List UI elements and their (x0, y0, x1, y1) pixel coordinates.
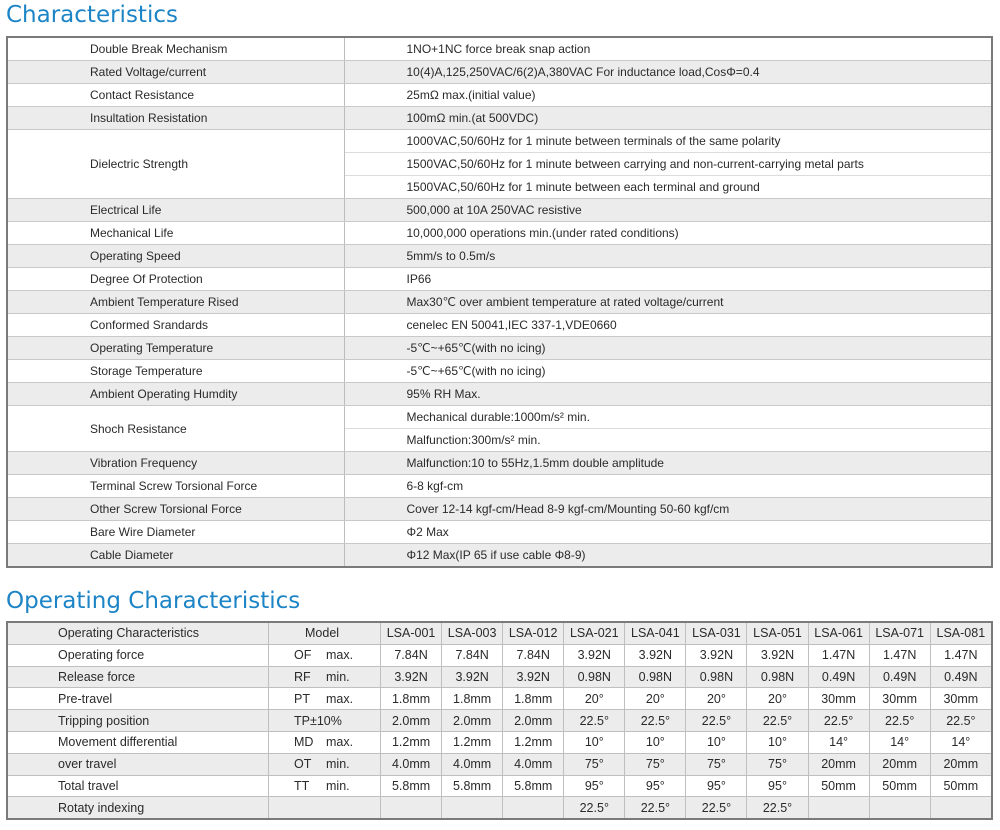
operating-row-label: Operating force (7, 644, 269, 666)
model-header-cell: LSA-012 (503, 622, 564, 644)
operating-value-cell: 20° (625, 688, 686, 710)
characteristic-value: 500,000 at 10A 250VAC resistive (344, 199, 992, 222)
characteristics-row (7, 107, 992, 130)
operating-value-cell: 7.84N (442, 644, 503, 666)
operating-value-cell: 95° (686, 775, 747, 797)
operating-value-cell: 4.0mm (503, 753, 564, 775)
characteristic-value: 5mm/s to 0.5m/s (344, 245, 992, 268)
operating-value-cell: 3.92N (381, 666, 442, 688)
symbol-qualifier: max. (326, 735, 354, 750)
operating-value-cell: 1.2mm (381, 731, 442, 753)
operating-value-cell (808, 797, 869, 819)
operating-value-cell: 50mm (869, 775, 930, 797)
operating-value-cell: 75° (625, 753, 686, 775)
operating-value-cell: 75° (564, 753, 625, 775)
characteristic-label: Conformed Srandards (7, 314, 344, 337)
symbol-code: MD (294, 735, 314, 750)
model-header-cell: LSA-001 (381, 622, 442, 644)
characteristics-row (7, 84, 992, 107)
characteristics-row (7, 245, 992, 268)
operating-value-cell: 10° (564, 731, 625, 753)
operating-value-cell: 0.49N (869, 666, 930, 688)
characteristics-row (7, 383, 992, 406)
symbol-code: OT (294, 757, 312, 772)
characteristic-label: Ambient Operating Humdity (7, 383, 344, 406)
characteristics-row (7, 360, 992, 383)
operating-row-label: Total travel (7, 775, 269, 797)
model-header-cell: LSA-071 (869, 622, 930, 644)
characteristics-row (7, 199, 992, 222)
characteristics-row (7, 222, 992, 245)
characteristic-label: Electrical Life (7, 199, 344, 222)
operating-row-label: over travel (7, 753, 269, 775)
operating-row (7, 797, 992, 819)
operating-value-cell: 22.5° (625, 710, 686, 732)
operating-value-cell: 4.0mm (381, 753, 442, 775)
operating-value-cell: 5.8mm (381, 775, 442, 797)
operating-value-cell: 95° (625, 775, 686, 797)
operating-value-cell: 30mm (869, 688, 930, 710)
characteristics-row (7, 37, 992, 61)
operating-value-cell: 1.8mm (442, 688, 503, 710)
symbol-code: TP±10% (294, 713, 342, 728)
characteristic-value: -5℃~+65℃(with no icing) (344, 360, 992, 383)
operating-value-cell: 22.5° (808, 710, 869, 732)
characteristic-label: Operating Speed (7, 245, 344, 268)
operating-value-cell: 2.0mm (381, 710, 442, 732)
characteristic-label: Terminal Screw Torsional Force (7, 475, 344, 498)
model-header-cell: LSA-061 (808, 622, 869, 644)
operating-row-label: Movement differential (7, 731, 269, 753)
operating-value-cell: 0.98N (564, 666, 625, 688)
operating-value-cell: 1.2mm (503, 731, 564, 753)
operating-value-cell: 3.92N (686, 644, 747, 666)
operating-value-cell: 22.5° (930, 710, 992, 732)
symbol-qualifier: min. (326, 778, 350, 793)
symbol-code: OF (294, 648, 312, 663)
operating-value-cell: 7.84N (381, 644, 442, 666)
operating-value-cell: 22.5° (564, 797, 625, 819)
operating-value-cell: 20° (564, 688, 625, 710)
characteristic-value: Φ2 Max (344, 521, 992, 544)
operating-value-cell: 22.5° (625, 797, 686, 819)
symbol-code: RF (294, 669, 311, 684)
characteristic-value: 1000VAC,50/60Hz for 1 minute between terminals of the same polarity (344, 130, 992, 153)
characteristics-table (6, 36, 993, 568)
operating-value-cell: 22.5° (564, 710, 625, 732)
operating-value-cell: 4.0mm (442, 753, 503, 775)
characteristic-value: Mechanical durable:1000m/s² min. (344, 406, 992, 429)
operating-row-symbol (269, 797, 381, 819)
operating-value-cell: 95° (747, 775, 808, 797)
operating-value-cell: 22.5° (869, 710, 930, 732)
operating-value-cell: 1.8mm (381, 688, 442, 710)
operating-value-cell: 22.5° (747, 710, 808, 732)
characteristic-label: Degree Of Protection (7, 268, 344, 291)
characteristics-row (7, 475, 992, 498)
symbol-qualifier: min. (326, 757, 350, 772)
operating-row (7, 710, 992, 732)
operating-row (7, 731, 992, 753)
characteristic-value: Max30℃ over ambient temperature at rated voltage/current (344, 291, 992, 314)
header-model: Model (269, 622, 381, 644)
operating-value-cell: 75° (686, 753, 747, 775)
operating-value-cell: 0.98N (686, 666, 747, 688)
characteristic-value: cenelec EN 50041,IEC 337-1,VDE0660 (344, 314, 992, 337)
operating-value-cell: 20° (686, 688, 747, 710)
operating-value-cell: 3.92N (564, 644, 625, 666)
operating-value-cell: 1.8mm (503, 688, 564, 710)
operating-value-cell: 14° (808, 731, 869, 753)
operating-value-cell: 1.47N (930, 644, 992, 666)
operating-value-cell: 20° (747, 688, 808, 710)
characteristics-heading: Characteristics (6, 2, 178, 28)
operating-row-symbol (269, 775, 381, 797)
operating-value-cell: 2.0mm (442, 710, 503, 732)
operating-value-cell: 1.2mm (442, 731, 503, 753)
operating-value-cell (442, 797, 503, 819)
operating-value-cell: 0.98N (625, 666, 686, 688)
operating-value-cell: 2.0mm (503, 710, 564, 732)
symbol-code: TT (294, 778, 310, 793)
operating-row-label: Release force (7, 666, 269, 688)
operating-value-cell: 0.98N (747, 666, 808, 688)
characteristic-value: 1500VAC,50/60Hz for 1 minute between each terminal and ground (344, 176, 992, 199)
characteristic-value: Cover 12-14 kgf-cm/Head 8-9 kgf-cm/Mounting 50-60 kgf/cm (344, 498, 992, 521)
symbol-qualifier: max. (326, 691, 354, 706)
characteristic-label: Cable Diameter (7, 544, 344, 568)
characteristic-value: 1500VAC,50/60Hz for 1 minute between carrying and non-current-carrying metal parts (344, 153, 992, 176)
characteristic-label: Bare Wire Diameter (7, 521, 344, 544)
operating-value-cell: 22.5° (747, 797, 808, 819)
characteristic-value: 25mΩ max.(initial value) (344, 84, 992, 107)
symbol-qualifier: min. (326, 669, 350, 684)
operating-value-cell: 50mm (930, 775, 992, 797)
operating-value-cell: 10° (686, 731, 747, 753)
operating-value-cell: 5.8mm (503, 775, 564, 797)
characteristic-value: 95% RH Max. (344, 383, 992, 406)
characteristics-row (7, 314, 992, 337)
symbol-code: PT (294, 691, 310, 706)
model-header-cell: LSA-041 (625, 622, 686, 644)
operating-value-cell (930, 797, 992, 819)
operating-row-symbol (269, 688, 381, 710)
characteristics-row (7, 498, 992, 521)
characteristic-label: Mechanical Life (7, 222, 344, 245)
characteristic-value: 6-8 kgf-cm (344, 475, 992, 498)
characteristic-label: Insultation Resistation (7, 107, 344, 130)
operating-value-cell: 14° (930, 731, 992, 753)
operating-row-symbol (269, 666, 381, 688)
characteristic-label: Contact Resistance (7, 84, 344, 107)
operating-row (7, 688, 992, 710)
characteristic-value: 1NO+1NC force break snap action (344, 37, 992, 61)
operating-row-label: Tripping position (7, 710, 269, 732)
characteristic-label: Ambient Temperature Rised (7, 291, 344, 314)
characteristics-row (7, 291, 992, 314)
characteristics-row (7, 130, 992, 153)
operating-value-cell: 0.49N (808, 666, 869, 688)
operating-value-cell: 22.5° (686, 710, 747, 732)
characteristic-label: Vibration Frequency (7, 452, 344, 475)
operating-row-label: Pre-travel (7, 688, 269, 710)
model-header-cell: LSA-003 (442, 622, 503, 644)
characteristic-value: Φ12 Max(IP 65 if use cable Φ8-9) (344, 544, 992, 568)
characteristics-row (7, 337, 992, 360)
operating-header-row (7, 622, 992, 644)
operating-row-symbol (269, 731, 381, 753)
characteristic-label: Rated Voltage/current (7, 61, 344, 84)
operating-value-cell: 20mm (930, 753, 992, 775)
operating-value-cell: 20mm (869, 753, 930, 775)
operating-row (7, 666, 992, 688)
operating-row-symbol (269, 753, 381, 775)
operating-value-cell: 30mm (808, 688, 869, 710)
operating-value-cell: 3.92N (442, 666, 503, 688)
operating-value-cell (503, 797, 564, 819)
characteristics-row (7, 452, 992, 475)
model-header-cell: LSA-021 (564, 622, 625, 644)
operating-value-cell: 22.5° (686, 797, 747, 819)
operating-characteristics-table (6, 621, 993, 820)
characteristic-label: Shoch Resistance (7, 406, 344, 452)
characteristic-value: 10,000,000 operations min.(under rated conditions) (344, 222, 992, 245)
operating-value-cell: 1.47N (869, 644, 930, 666)
operating-row-symbol (269, 710, 381, 732)
operating-value-cell (869, 797, 930, 819)
operating-value-cell: 30mm (930, 688, 992, 710)
operating-value-cell (381, 797, 442, 819)
operating-value-cell: 5.8mm (442, 775, 503, 797)
characteristic-value: -5℃~+65℃(with no icing) (344, 337, 992, 360)
characteristic-label: Operating Temperature (7, 337, 344, 360)
characteristic-value: Malfunction:10 to 55Hz,1.5mm double amplitude (344, 452, 992, 475)
characteristics-row (7, 268, 992, 291)
characteristic-value: IP66 (344, 268, 992, 291)
operating-row (7, 753, 992, 775)
header-operating-characteristics: Operating Characteristics (7, 622, 269, 644)
characteristic-value: Malfunction:300m/s² min. (344, 429, 992, 452)
operating-value-cell: 3.92N (625, 644, 686, 666)
operating-value-cell: 3.92N (503, 666, 564, 688)
operating-value-cell: 0.49N (930, 666, 992, 688)
operating-value-cell: 7.84N (503, 644, 564, 666)
symbol-qualifier: max. (326, 648, 354, 663)
characteristic-value: 10(4)A,125,250VAC/6(2)A,380VAC For inductance load,CosΦ=0.4 (344, 61, 992, 84)
model-header-cell: LSA-051 (747, 622, 808, 644)
characteristics-row (7, 521, 992, 544)
operating-row-symbol (269, 644, 381, 666)
characteristic-label: Double Break Mechanism (7, 37, 344, 61)
operating-value-cell: 75° (747, 753, 808, 775)
operating-value-cell: 14° (869, 731, 930, 753)
characteristic-label: Other Screw Torsional Force (7, 498, 344, 521)
model-header-cell: LSA-031 (686, 622, 747, 644)
characteristics-row (7, 544, 992, 568)
characteristics-row (7, 406, 992, 429)
operating-value-cell: 3.92N (747, 644, 808, 666)
characteristic-value: 100mΩ min.(at 500VDC) (344, 107, 992, 130)
operating-characteristics-heading: Operating Characteristics (6, 588, 301, 614)
characteristic-label: Storage Temperature (7, 360, 344, 383)
operating-row (7, 644, 992, 666)
operating-value-cell: 10° (625, 731, 686, 753)
operating-value-cell: 1.47N (808, 644, 869, 666)
operating-value-cell: 95° (564, 775, 625, 797)
model-header-cell: LSA-081 (930, 622, 992, 644)
operating-value-cell: 50mm (808, 775, 869, 797)
operating-row-label: Rotaty indexing (7, 797, 269, 819)
characteristic-label: Dielectric Strength (7, 130, 344, 199)
characteristics-row (7, 61, 992, 84)
operating-value-cell: 20mm (808, 753, 869, 775)
operating-value-cell: 10° (747, 731, 808, 753)
operating-row (7, 775, 992, 797)
